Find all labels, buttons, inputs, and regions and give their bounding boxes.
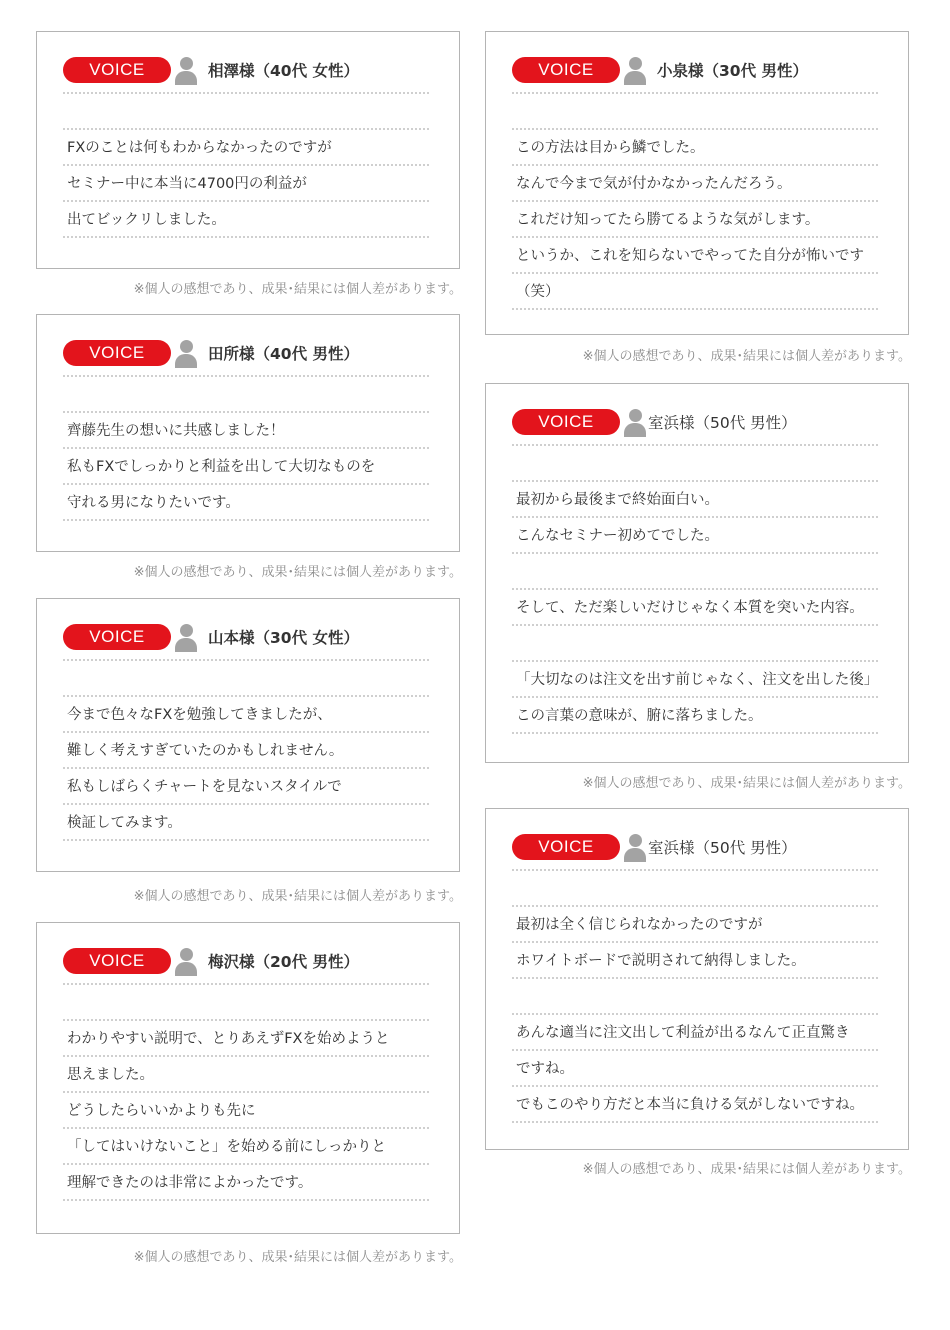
text-line: これだけ知ってたら勝てるような気がします。 [512, 202, 878, 238]
text-line: わかりやすい説明で、とりあえずFXを始めようと [63, 1021, 429, 1057]
text-line [512, 446, 878, 482]
testimonial-card [36, 922, 460, 1234]
text-line: 理解できたのは非常によかったです。 [63, 1165, 429, 1201]
disclaimer-note: ※個人の感想であり、成果･結果には個人差があります。 [582, 776, 911, 791]
person-icon [175, 948, 197, 976]
card-header [63, 56, 429, 94]
testimonial-text [63, 661, 429, 841]
text-line [512, 979, 878, 1015]
text-line: 思えました。 [63, 1057, 429, 1093]
testimonial-card [36, 314, 460, 552]
disclaimer-note: ※個人の感想であり、成果･結果には個人差があります。 [133, 565, 462, 580]
text-line: でもこのやり方だと本当に負ける気がしないですね。 [512, 1087, 878, 1123]
customer-name: 小泉様（30代 男性） [657, 62, 808, 80]
person-icon [175, 624, 197, 652]
voice-badge: VOICE [63, 57, 171, 83]
card-header [512, 408, 878, 446]
text-line: 守れる男になりたいです。 [63, 485, 429, 521]
disclaimer-note: ※個人の感想であり、成果･結果には個人差があります。 [133, 282, 462, 297]
testimonial-card [485, 31, 909, 335]
testimonial-text [63, 377, 429, 521]
customer-name: 相澤様（40代 女性） [208, 62, 359, 80]
person-icon [175, 57, 197, 85]
text-line: 検証してみます。 [63, 805, 429, 841]
text-line: 齊藤先生の想いに共感しました！ [63, 413, 429, 449]
text-line: ですね。 [512, 1051, 878, 1087]
testimonial-text [512, 446, 878, 734]
voice-badge: VOICE [63, 340, 171, 366]
disclaimer-note: ※個人の感想であり、成果･結果には個人差があります。 [582, 349, 911, 364]
person-icon [624, 409, 646, 437]
voice-badge: VOICE [512, 57, 620, 83]
text-line: あんな適当に注文出して利益が出るなんて正直驚き [512, 1015, 878, 1051]
voice-badge: VOICE [63, 624, 171, 650]
text-line: 最初から最後まで終始面白い。 [512, 482, 878, 518]
text-line: 出てビックリしました。 [63, 202, 429, 238]
customer-name: 室浜様（50代 男性） [648, 414, 797, 432]
testimonial-text [512, 94, 878, 310]
testimonial-card [36, 31, 460, 269]
customer-name: 梅沢様（20代 男性） [208, 953, 359, 971]
testimonial-text [63, 985, 429, 1201]
person-icon [624, 834, 646, 862]
testimonial-card [485, 383, 909, 763]
text-line [63, 94, 429, 130]
testimonial-card [485, 808, 909, 1150]
text-line [63, 377, 429, 413]
text-line [63, 985, 429, 1021]
text-line: 私もFXでしっかりと利益を出して大切なものを [63, 449, 429, 485]
text-line: FXのことは何もわからなかったのですが [63, 130, 429, 166]
text-line: セミナー中に本当に4700円の利益が [63, 166, 429, 202]
person-icon [175, 340, 197, 368]
text-line: ホワイトボードで説明されて納得しました。 [512, 943, 878, 979]
text-line: 最初は全く信じられなかったのですが [512, 907, 878, 943]
text-line: 「してはいけないこと」を始める前にしっかりと [63, 1129, 429, 1165]
text-line [512, 94, 878, 130]
testimonial-text [512, 871, 878, 1123]
text-line: この方法は目から鱗でした。 [512, 130, 878, 166]
text-line: 「大切なのは注文を出す前じゃなく、注文を出した後」 [512, 662, 878, 698]
text-line [63, 661, 429, 697]
text-line: 難しく考えすぎていたのかもしれません。 [63, 733, 429, 769]
customer-name: 室浜様（50代 男性） [648, 839, 797, 857]
voice-badge: VOICE [63, 948, 171, 974]
disclaimer-note: ※個人の感想であり、成果･結果には個人差があります。 [133, 1250, 462, 1265]
text-line: なんで今まで気が付かなかったんだろう。 [512, 166, 878, 202]
text-line [512, 871, 878, 907]
text-line: 私もしばらくチャートを見ないスタイルで [63, 769, 429, 805]
text-line: （笑） [512, 274, 878, 310]
text-line: というか、これを知らないでやってた自分が怖いです [512, 238, 878, 274]
card-header [512, 56, 878, 94]
testimonial-text [63, 94, 429, 238]
customer-name: 山本様（30代 女性） [208, 629, 359, 647]
card-header [63, 947, 429, 985]
card-header [512, 833, 878, 871]
disclaimer-note: ※個人の感想であり、成果･結果には個人差があります。 [133, 889, 462, 904]
text-line: この言葉の意味が、腑に落ちました。 [512, 698, 878, 734]
text-line: どうしたらいいかよりも先に [63, 1093, 429, 1129]
text-line: そして、ただ楽しいだけじゃなく本質を突いた内容。 [512, 590, 878, 626]
person-icon [624, 57, 646, 85]
customer-name: 田所様（40代 男性） [208, 345, 359, 363]
voice-badge: VOICE [512, 834, 620, 860]
text-line: こんなセミナー初めてでした。 [512, 518, 878, 554]
text-line [512, 554, 878, 590]
text-line: 今まで色々なFXを勉強してきましたが、 [63, 697, 429, 733]
disclaimer-note: ※個人の感想であり、成果･結果には個人差があります。 [582, 1162, 911, 1177]
testimonial-card [36, 598, 460, 872]
text-line [512, 626, 878, 662]
voice-badge: VOICE [512, 409, 620, 435]
card-header [63, 339, 429, 377]
card-header [63, 623, 429, 661]
